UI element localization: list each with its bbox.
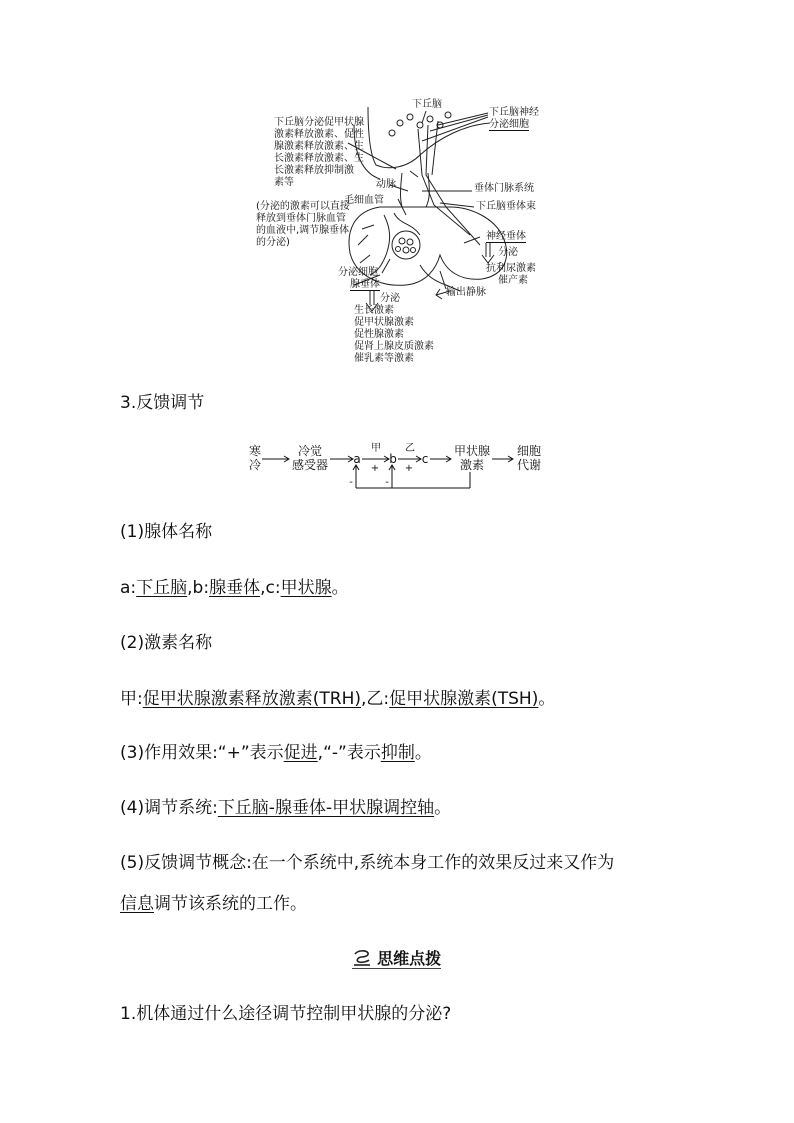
label-portal-system: 垂体门脉系统 [474, 183, 534, 194]
label-secrete-bottom: 分泌 [380, 293, 400, 304]
thinking-icon [352, 949, 372, 967]
flow-node-b: b [389, 452, 397, 466]
q4-axis: 下丘脑-腺垂体-甲状腺调控轴 [217, 798, 435, 818]
q3-mid: ,“-”表示 [317, 743, 381, 763]
flow-plus-2: + [404, 463, 414, 474]
label-hypothalamus: 下丘脑 [412, 99, 442, 110]
question-1: 1.机体通过什么途径调节控制甲状腺的分泌? [120, 1004, 452, 1024]
label-capillary: 毛细血管 [344, 195, 384, 206]
hypothalamus-releases-5: 长激素释放抑制激 [274, 165, 354, 176]
q1-b-answer: 腺垂体 [209, 578, 261, 598]
q1-c-answer: 甲状腺 [280, 578, 332, 598]
flow-jia: 甲 [371, 443, 381, 454]
q1-a-answer: 下丘脑 [136, 578, 188, 598]
q4-line [120, 797, 451, 819]
label-output-vein: 输出静脉 [446, 287, 486, 298]
hypothalamus-releases-6: 素等 [274, 177, 294, 188]
flow-thyroxine-1: 甲状腺 [453, 444, 490, 458]
q4-prefix: (4)调节系统: [120, 798, 218, 818]
section-3-title: 3.反馈调节 [120, 393, 205, 413]
label-neurohypophysis: 神经垂体 [486, 231, 526, 242]
label-secretory-cell: 分泌细胞 [338, 267, 378, 278]
thinking-label: 思维点拨 [377, 949, 442, 968]
thinking-heading [352, 946, 441, 970]
q5-line-2 [120, 893, 307, 915]
note-2: 释放到垂体门脉血管 [256, 213, 346, 224]
q2-sep: ,乙: [360, 689, 390, 709]
q1-heading: (1)腺体名称 [120, 522, 213, 542]
feedback-diagram [244, 438, 554, 494]
q3-prefix: (3)作用效果:“+”表示 [120, 743, 284, 763]
q2-jia-prefix: 甲: [120, 689, 143, 709]
flow-metabolism-1: 细胞 [516, 444, 541, 458]
q2-answer [120, 688, 555, 710]
flow-sensor-1: 冷觉 [297, 444, 322, 458]
flow-minus-1: - [349, 477, 353, 488]
label-artery: 动脉 [376, 179, 396, 190]
label-neurosecretory-1: 下丘脑神经 [489, 107, 539, 118]
flow-sensor-2: 感受器 [291, 458, 328, 472]
bottom-hormone-4: 促肾上腺皮质激素 [354, 341, 434, 352]
q3-inhibit: 抑制 [380, 743, 415, 763]
q1-a-prefix: a: [120, 578, 137, 598]
right-hormone-2: 催产素 [498, 275, 528, 286]
q1-answer [120, 577, 349, 599]
bottom-hormone-2: 促甲状腺激素 [354, 317, 414, 328]
bottom-hormone-5: 催乳素等激素 [354, 353, 414, 364]
hypothalamus-releases-1: 下丘脑分泌促甲状腺 [274, 117, 364, 128]
flow-minus-2: - [385, 477, 389, 488]
pituitary-diagram [250, 95, 550, 370]
note-3: 的血液中,调节腺垂体 [256, 225, 350, 236]
thinking-underline [352, 968, 441, 969]
flow-node-a: a [353, 452, 361, 466]
q5-rest: 调节该系统的工作。 [154, 894, 307, 914]
flow-metabolism [514, 444, 544, 472]
bottom-hormone-3: 促性腺激素 [354, 329, 404, 340]
bottom-hormone-1: 生长激素 [354, 305, 394, 316]
label-neurosecretory-2: 分泌细胞 [489, 119, 529, 130]
right-hormone-1: 抗利尿激素 [486, 263, 536, 274]
q4-end: 。 [434, 798, 452, 818]
q1-sep-2: ,c: [260, 578, 281, 598]
flow-cold-1: 寒 [248, 444, 261, 458]
flow-cold [248, 444, 262, 472]
flow-thyroxine [450, 444, 494, 472]
q3-line [120, 742, 432, 764]
q3-promote: 促进 [283, 743, 318, 763]
q5-info: 信息 [120, 894, 154, 914]
note-4: 的分泌) [256, 237, 290, 248]
flow-node-c: c [421, 452, 429, 466]
label-hypothal-tract: 下丘脑垂体束 [476, 201, 536, 212]
q2-jia-answer: 促甲状腺激素释放激素(TRH) [142, 689, 361, 709]
q1-sep-1: ,b: [187, 578, 210, 598]
flow-yi: 乙 [405, 443, 415, 454]
flow-metabolism-2: 代谢 [516, 458, 541, 472]
q1-end: 。 [331, 578, 349, 598]
flow-cold-2: 冷 [248, 458, 261, 472]
q3-end: 。 [414, 743, 432, 763]
flow-thyroxine-2: 激素 [459, 458, 484, 472]
label-secrete-right: 分泌 [498, 247, 518, 258]
q2-heading: (2)激素名称 [120, 633, 213, 653]
flow-sensor [288, 444, 332, 472]
hypothalamus-releases-4: 长激素释放激素、生 [274, 153, 364, 164]
q5-line-1: (5)反馈调节概念:在一个系统中,系统本身工作的效果反过来又作为 [120, 853, 615, 873]
q2-end: 。 [538, 689, 556, 709]
hypothalamus-releases-2: 激素释放激素、促性 [274, 129, 364, 140]
note-1: (分泌的激素可以直接 [256, 201, 350, 212]
hypothalamus-releases-3: 腺激素释放激素、生 [274, 141, 364, 152]
flow-plus-1: + [370, 463, 380, 474]
q2-yi-answer: 促甲状腺激素(TSH) [389, 689, 539, 709]
label-adenohypophysis: 腺垂体 [350, 279, 380, 290]
